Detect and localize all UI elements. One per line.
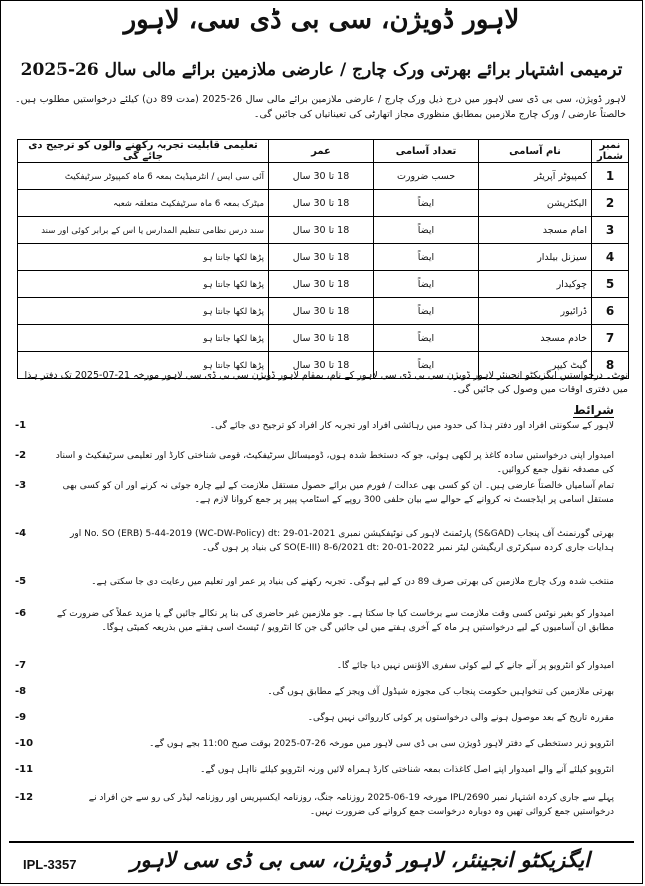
condition-text: تمام آسامیاں خالصتاً عارضی ہیں۔ ان کو کسی بھی عدالت / فورم میں برائے حصول مستقل ملازمت کے لیے چارہ جوئی نہ کرنے اور ان کو کسی بھی مستقل اسامی پر ایڈجسٹ نہ کروانے کے حوالے سے بیان حلفی 300 روپے کے اسٹامپ پیپر پر جمع کروانا لازم ہے۔ — [62, 481, 614, 505]
header-qual: تعلیمی قابلیت تجربہ رکھنے والوں کو ترجیح دی جائے گی — [18, 140, 269, 163]
condition-number: -3 — [15, 480, 27, 491]
condition-item — [15, 763, 626, 777]
condition-item — [15, 419, 626, 433]
cell-name: چوکیدار — [479, 271, 592, 298]
table-row — [18, 244, 629, 271]
cell-qual: میٹرک بمعہ 6 ماہ سرٹیفکیٹ متعلقہ شعبہ — [18, 190, 269, 217]
table-row — [18, 217, 629, 244]
cell-age: 18 تا 30 سال — [269, 325, 374, 352]
condition-text: بھرتی گورنمنٹ آف پنجاب (S&GAD) پارٹمنٹ لاہور کی نوٹیفکیشن نمبری No. SO (ERB) 5-44-2019 (WC-DW-Policy) dt: 29-01-2021 اور ہدایات جاری کردہ سیکرٹری اریگیشن لیٹر نمبر SO(E-III) 8-6/2021 dt: 20-01-2022 کی بنیاد پر ہوں گی۔ — [70, 529, 614, 553]
condition-item — [15, 737, 626, 751]
cell-num: 8 — [592, 352, 629, 379]
intro-paragraph: لاہور ڈویژن، سی بی ڈی سی لاہور میں درج ذیل ورک چارج / عارضی ملازمین برائے مالی سال 26-2025 (مدت 89 دن) کیلئے درخواستیں مطلوب ہیں۔ خالصتاً عارضی / ورک چارج ملازمین بمطابق منظوری مجاز اتھارٹی کی تعیناتیاں کی جائیں گی۔ — [15, 94, 627, 120]
condition-number: -9 — [15, 712, 27, 723]
condition-item — [15, 575, 626, 589]
condition-number: -1 — [15, 420, 27, 431]
cell-qty: ایضاً — [374, 325, 479, 352]
table-row — [18, 190, 629, 217]
page-subtitle: ترمیمی اشتہار برائے بھرتی ورک چارج / عارضی ملازمین برائے مالی سال 26-2025 — [20, 60, 623, 80]
cell-age: 18 تا 30 سال — [269, 217, 374, 244]
table-row — [18, 298, 629, 325]
cell-qual: پڑھا لکھا جانتا ہو — [18, 298, 269, 325]
cell-qual: پڑھا لکھا جانتا ہو — [18, 325, 269, 352]
condition-text: امیدوار کو بغیر نوٹس کسی وقت ملازمت سے برخاست کیا جا سکتا ہے۔ جو ملازمین غیر حاضری کی بنا پر نکالے جائیں گے یا مزید عملاً کی ضرورت کے مطابق ان آسامیوں کے لیے درخواستیں ہر ماہ کے آخری ہفتے میں لی جائیں گی جن کا انٹرویو / ٹیسٹ اسی ہفتے میں بذریعہ کمیٹی ہوگا۔ — [56, 609, 614, 633]
reference-number: IPL-3357 — [23, 857, 77, 872]
cell-qty: ایضاً — [374, 190, 479, 217]
table-row — [18, 325, 629, 352]
cell-num: 6 — [592, 298, 629, 325]
cell-qty: ایضاً — [374, 217, 479, 244]
condition-number: -5 — [15, 576, 27, 587]
note-paragraph: نوٹ۔ درخواستیں ایگزیکٹو انجینئر لاہور ڈویژن سی بی ڈی سی لاہور کے نام، بمقام لاہور ڈویژن سی بی ڈی سی لاہور مورخہ 21-07-2025 تک دفتر ہذا میں دفتری اوقات میں وصول کی جائیں گی۔ — [24, 370, 628, 395]
condition-item — [15, 685, 626, 699]
condition-item — [15, 449, 626, 477]
cell-name: کمپیوٹر آپریٹر — [479, 163, 592, 190]
condition-text: مقررہ تاریخ کے بعد موصول ہونے والی درخواستوں پر کوئی کارروائی نہیں ہوگی۔ — [307, 713, 614, 723]
condition-item — [15, 791, 626, 819]
posts-table — [17, 139, 629, 379]
cell-name: سیزنل بیلدار — [479, 244, 592, 271]
table-row — [18, 271, 629, 298]
header-name: نام آسامی — [479, 140, 592, 163]
cell-qual: آئی سی ایس / انٹرمیڈیٹ بمعہ 6 ماہ کمپیوٹر سرٹیفکیٹ — [18, 163, 269, 190]
condition-item — [15, 479, 626, 507]
table-row — [18, 163, 629, 190]
condition-number: -12 — [15, 792, 34, 803]
cell-num: 3 — [592, 217, 629, 244]
cell-age: 18 تا 30 سال — [269, 244, 374, 271]
cell-qty: ایضاً — [374, 244, 479, 271]
condition-text: پہلے سے جاری کردہ اشتہار نمبر IPL/2690 مورخہ 19-06-2025 روزنامہ جنگ، روزنامہ ایکسپریس اور روزنامہ لیڈر کی رو سے جن افراد نے درخواستیں جمع کروائی تھیں وہ دوبارہ درخواست جمع کروانے کی ضرورت نہیں۔ — [88, 793, 614, 817]
cell-qual: پڑھا لکھا جانتا ہو — [18, 271, 269, 298]
page-title: لاہور ڈویژن، سی بی ڈی سی، لاہور — [123, 5, 520, 35]
signature-block: ایگزیکٹو انجینئر، لاہور ڈویژن، سی بی ڈی سی لاہور — [130, 847, 590, 872]
condition-item — [15, 607, 626, 635]
cell-qty: ایضاً — [374, 298, 479, 325]
condition-number: -6 — [15, 608, 27, 619]
cell-num: 2 — [592, 190, 629, 217]
cell-qual: پڑھا لکھا جانتا ہو — [18, 244, 269, 271]
condition-number: -7 — [15, 660, 27, 671]
header-age: عمر — [269, 140, 374, 163]
cell-num: 5 — [592, 271, 629, 298]
cell-qty: ایضاً — [374, 271, 479, 298]
cell-age: 18 تا 30 سال — [269, 163, 374, 190]
cell-age: 18 تا 30 سال — [269, 190, 374, 217]
cell-num: 1 — [592, 163, 629, 190]
condition-item — [15, 659, 626, 673]
cell-qual: پڑھا لکھا جانتا ہو — [18, 352, 269, 379]
cell-age: 18 تا 30 سال — [269, 271, 374, 298]
cell-name: خادم مسجد — [479, 325, 592, 352]
condition-text: امیدوار اپنی درخواستیں سادہ کاغذ پر لکھی ہوئی، جو کہ دستخط شدہ ہوں، ڈومیسائل سرٹیفکیٹ، قومی شناختی کارڈ اور تعلیمی سرٹیفکیٹ و اسناد کی مصدقہ نقول جمع کروائیں۔ — [55, 451, 614, 475]
footer-divider — [9, 841, 634, 843]
cell-name: ڈرائیور — [479, 298, 592, 325]
cell-name: گیٹ کیپر — [479, 352, 592, 379]
condition-text: انٹرویو زیر دستخطی کے دفتر لاہور ڈویژن سی بی ڈی سی لاہور میں مورخہ 26-07-2025 بوقت صبح 11:00 بجے ہوں گے۔ — [149, 739, 614, 749]
condition-item — [15, 711, 626, 725]
condition-text: بھرتی ملازمین کی تنخواہیں حکومت پنجاب کی مجوزہ شیڈول آف ویجز کے مطابق ہوں گی۔ — [267, 687, 614, 697]
cell-num: 7 — [592, 325, 629, 352]
cell-name: امام مسجد — [479, 217, 592, 244]
condition-item — [15, 527, 626, 555]
cell-qty: ایضاً — [374, 352, 479, 379]
cell-age: 18 تا 30 سال — [269, 298, 374, 325]
cell-name: الیکٹریشن — [479, 190, 592, 217]
condition-text: منتخب شدہ ورک چارج ملازمین کی بھرتی صرف 89 دن کے لیے ہوگی۔ تجربہ رکھنے کی بنیاد پر عمر اور تعلیم میں رعایت دی جا سکتی ہے۔ — [91, 577, 614, 587]
cell-qual: سند درس نظامی تنظیم المدارس یا اس کے برابر کوئی اور سند — [18, 217, 269, 244]
cell-age: 18 تا 30 سال — [269, 352, 374, 379]
table-header-row — [18, 140, 629, 163]
header-qty: تعداد آسامی — [374, 140, 479, 163]
condition-text: انٹرویو کیلئے آنے والے امیدوار اپنے اصل کاغذات بمعہ شناختی کارڈ ہمراہ لائیں ورنہ انٹرویو کیلئے نااہل ہوں گے۔ — [200, 765, 614, 775]
cell-qty: حسب ضرورت — [374, 163, 479, 190]
cell-num: 4 — [592, 244, 629, 271]
condition-number: -2 — [15, 450, 27, 461]
condition-number: -11 — [15, 764, 34, 775]
conditions-heading: شرائط — [573, 403, 614, 417]
condition-number: -10 — [15, 738, 34, 749]
condition-text: لاہور کے سکونتی افراد اور دفتر ہذا کی حدود میں رہائشی افراد اور تجربہ کار افراد کو ترجیح دی جائے گی۔ — [209, 421, 614, 431]
condition-text: امیدوار کو انٹرویو پر آنے جانے کے لیے کوئی سفری الاؤنس نہیں دیا جائے گا۔ — [336, 661, 614, 671]
header-num: نمبر شمار — [592, 140, 629, 163]
condition-number: -4 — [15, 528, 27, 539]
condition-number: -8 — [15, 686, 27, 697]
